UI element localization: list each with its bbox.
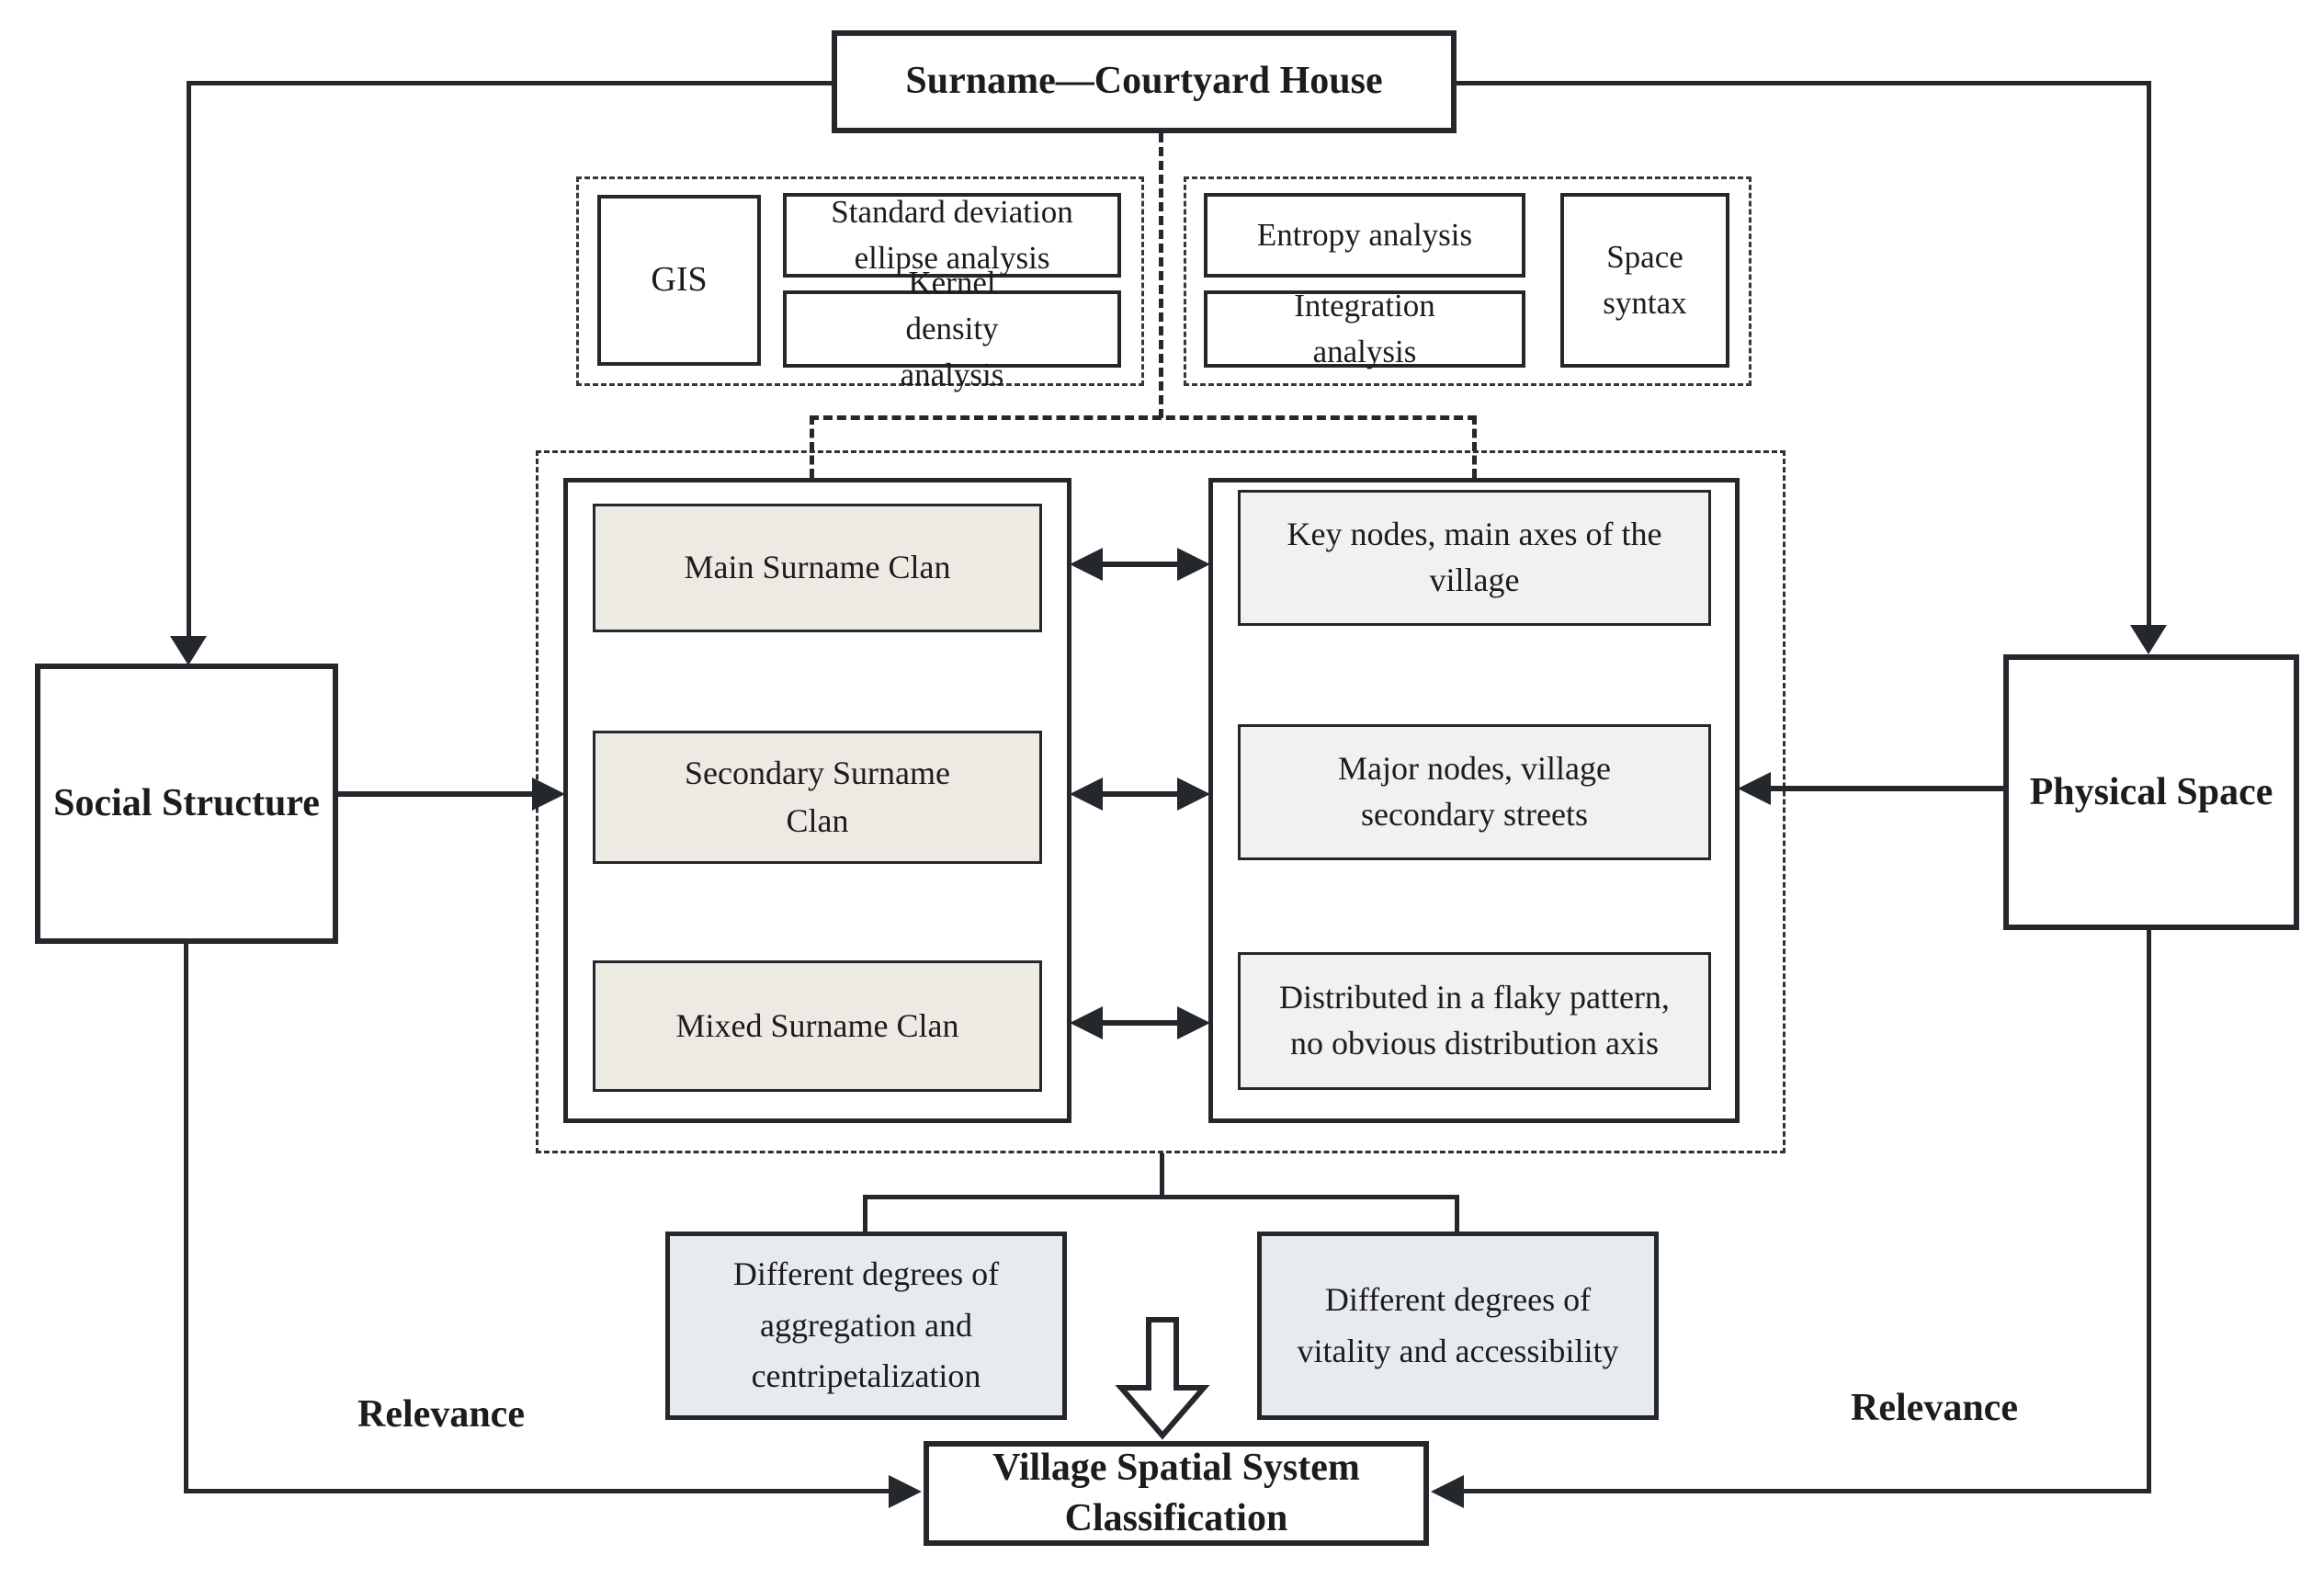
dashed-bracket-horizontal xyxy=(810,415,1477,420)
relevance-label-left: Relevance xyxy=(357,1393,525,1436)
arrowhead-into-clan-container xyxy=(532,778,565,811)
aggregation-outcome-label: Different degrees of aggregation and centripetalization xyxy=(732,1254,1000,1395)
secondary-surname-clan-box xyxy=(593,731,1042,864)
double-arrow-row2-righthead xyxy=(1177,778,1210,811)
connector-title-to-social-horizontal xyxy=(187,81,832,85)
integration-analysis-label: Integration analysis xyxy=(1294,288,1435,369)
gis-box xyxy=(597,195,761,366)
flaky-pattern-box xyxy=(1238,952,1711,1090)
bracket-horizontal xyxy=(863,1195,1459,1199)
space-syntax-box xyxy=(1560,193,1729,368)
social-structure-label: Social Structure xyxy=(53,782,320,825)
physical-space-box xyxy=(2003,654,2299,930)
connector-physical-to-result-horizontal xyxy=(1464,1489,2151,1493)
arrowhead-into-social-structure xyxy=(170,636,207,665)
connector-social-to-result-horizontal xyxy=(184,1489,889,1493)
space-syntax-label: Space syntax xyxy=(1603,239,1687,321)
connector-title-to-social-vertical xyxy=(187,81,191,638)
standard-deviation-ellipse-label: Standard deviation ellipse analysis xyxy=(831,194,1073,276)
major-nodes-box xyxy=(1238,724,1711,860)
title-text: Surname—Courtyard House xyxy=(905,60,1383,103)
result-box xyxy=(924,1441,1429,1546)
mixed-surname-clan-box xyxy=(593,960,1042,1092)
connector-title-to-physical-horizontal xyxy=(1457,81,2151,85)
aggregation-outcome-box xyxy=(665,1232,1067,1420)
kernel-density-label: Kernel density analysis xyxy=(900,265,1004,392)
connector-title-to-physical-vertical xyxy=(2147,81,2151,627)
double-arrow-row3-line xyxy=(1099,1020,1182,1026)
double-arrow-row2-line xyxy=(1099,791,1182,797)
bracket-stub-right xyxy=(1455,1195,1459,1233)
title-box xyxy=(832,30,1457,133)
double-arrow-row2-lefthead xyxy=(1070,778,1103,811)
vitality-outcome-box xyxy=(1257,1232,1659,1420)
entropy-analysis-box xyxy=(1204,193,1525,278)
kernel-density-box xyxy=(783,265,1121,392)
connector-physical-to-spatial xyxy=(1771,786,2003,791)
secondary-surname-clan-label: Secondary Surname Clan xyxy=(685,755,950,839)
major-nodes-label: Major nodes, village secondary streets xyxy=(1338,750,1611,833)
double-arrow-row3-lefthead xyxy=(1070,1006,1103,1039)
main-surname-clan-box xyxy=(593,504,1042,632)
bracket-drop-from-container xyxy=(1160,1153,1164,1198)
double-arrow-row1-line xyxy=(1099,562,1182,567)
double-arrow-row3-righthead xyxy=(1177,1006,1210,1039)
key-nodes-label: Key nodes, main axes of the village xyxy=(1287,516,1662,598)
flaky-pattern-label: Distributed in a flaky pattern, no obvious distribution axis xyxy=(1279,979,1670,1061)
arrowhead-into-spatial-container xyxy=(1738,772,1771,805)
gis-label: GIS xyxy=(651,260,708,300)
integration-analysis-box xyxy=(1204,290,1525,368)
bracket-stub-left xyxy=(863,1195,867,1233)
entropy-analysis-label: Entropy analysis xyxy=(1256,217,1473,254)
double-arrow-row1-lefthead xyxy=(1070,548,1103,581)
social-structure-box xyxy=(35,664,338,944)
key-nodes-box xyxy=(1238,490,1711,626)
double-arrow-row1-righthead xyxy=(1177,548,1210,581)
arrowhead-into-result-left xyxy=(889,1475,922,1508)
main-surname-clan-label: Main Surname Clan xyxy=(684,549,951,586)
relevance-label-right: Relevance xyxy=(1851,1387,2018,1429)
physical-space-label: Physical Space xyxy=(2029,770,2273,813)
arrowhead-into-result-right xyxy=(1431,1475,1464,1508)
result-label: Village Spatial System Classification xyxy=(992,1447,1360,1539)
arrowhead-into-physical-space xyxy=(2130,625,2167,654)
connector-social-down-vertical xyxy=(184,944,188,1492)
hollow-down-arrow-icon xyxy=(1115,1316,1210,1440)
vitality-outcome-label: Different degrees of vitality and accessibility xyxy=(1297,1280,1619,1369)
connector-social-to-clans xyxy=(338,791,534,797)
mixed-surname-clan-label: Mixed Surname Clan xyxy=(675,1006,959,1044)
connector-physical-down-vertical xyxy=(2147,930,2151,1492)
dashed-drop-from-title xyxy=(1159,133,1163,418)
